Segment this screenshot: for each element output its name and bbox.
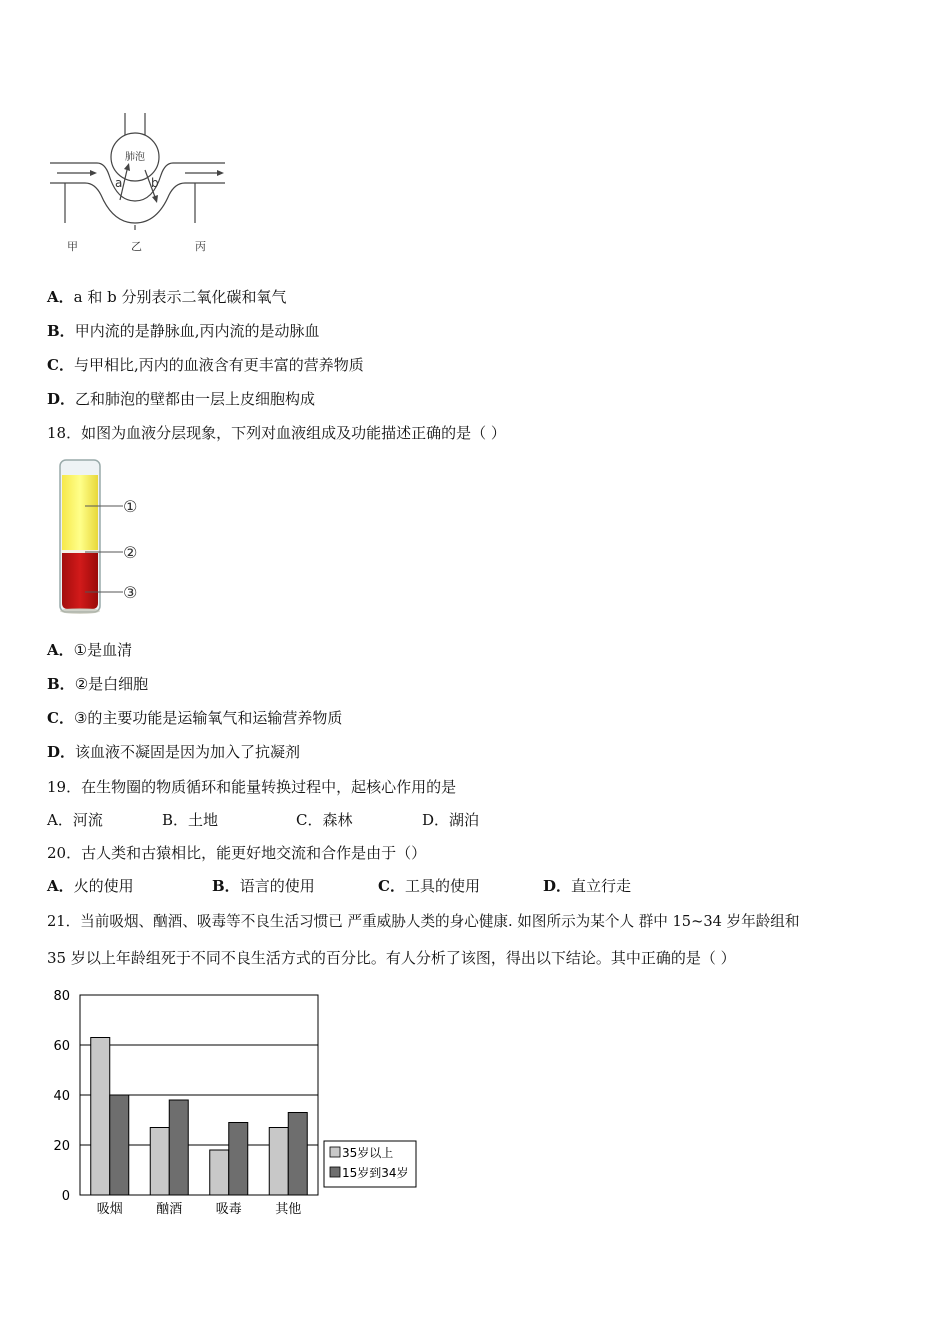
q20-stem: 20．古人类和古猿相比，能更好地交流和合作是由于（） bbox=[47, 844, 427, 862]
bar-吸烟-15岁到34岁 bbox=[110, 1095, 129, 1195]
q21-stem-line1: 21．当前吸烟、酗酒、吸毒等不良生活习惯已 严重威胁人类的身心健康. 如图所示为某个人 群中 15~34 岁年龄组和 bbox=[47, 913, 800, 930]
label-a: a bbox=[115, 176, 123, 190]
bar-其他-15岁到34岁 bbox=[288, 1113, 307, 1196]
label-alveolus: 肺泡 bbox=[125, 152, 145, 163]
q17-option-a: A．a 和 b 分别表示二氧化碳和氧气 bbox=[47, 288, 287, 306]
q20-option-a: A．火的使用 bbox=[47, 877, 134, 895]
bar-吸毒-15岁到34岁 bbox=[229, 1123, 248, 1196]
legend-swatch-15-34 bbox=[330, 1167, 340, 1177]
y-tick-label: 0 bbox=[61, 1189, 70, 1204]
label-b: b bbox=[151, 176, 159, 190]
tube-label-2: ② bbox=[123, 543, 138, 562]
q18-option-b: B．②是白细胞 bbox=[47, 675, 149, 693]
y-tick-label: 20 bbox=[53, 1139, 70, 1154]
label-yi: 乙 bbox=[131, 240, 142, 253]
q17-option-b: B．甲内流的是静脉血,丙内流的是动脉血 bbox=[47, 322, 320, 340]
y-tick-label: 40 bbox=[53, 1089, 70, 1104]
q18-option-c: C．③的主要功能是运输氧气和运输营养物质 bbox=[47, 709, 343, 727]
q20-option-b: B．语言的使用 bbox=[212, 877, 315, 895]
x-tick-label: 酗酒 bbox=[156, 1202, 183, 1217]
q18-stem: 18．如图为血液分层现象，下列对血液组成及功能描述正确的是（ ） bbox=[47, 424, 506, 442]
bar-酗酒-15岁到34岁 bbox=[169, 1100, 188, 1195]
bar-其他-35岁以上 bbox=[269, 1128, 288, 1196]
q19-option-a: A．河流 bbox=[47, 811, 103, 829]
x-tick-label: 吸毒 bbox=[215, 1202, 242, 1217]
label-jia: 甲 bbox=[67, 240, 78, 253]
q17-option-d: D．乙和肺泡的壁都由一层上皮细胞构成 bbox=[47, 390, 316, 408]
tube-plasma-layer bbox=[62, 475, 98, 550]
bar-chart bbox=[40, 985, 430, 1225]
blood-tube-figure bbox=[55, 455, 155, 620]
q19-option-d: D．湖泊 bbox=[422, 811, 480, 829]
q17-option-c: C．与甲相比,丙内的血液含有更丰富的营养物质 bbox=[47, 356, 364, 374]
q19-option-c: C．森林 bbox=[296, 811, 353, 829]
bar-吸毒-35岁以上 bbox=[210, 1150, 229, 1195]
x-tick-label: 吸烟 bbox=[96, 1202, 123, 1217]
y-tick-label: 60 bbox=[53, 1039, 70, 1054]
q21-stem-line2: 35 岁以上年龄组死于不同不良生活方式的百分比。有人分析了该图，得出以下结论。其中正确的是（ ） bbox=[47, 949, 736, 967]
tube-label-3: ③ bbox=[123, 583, 138, 602]
q20-option-c: C．工具的使用 bbox=[378, 877, 480, 895]
y-tick-label: 80 bbox=[53, 989, 70, 1004]
label-bing: 丙 bbox=[195, 240, 206, 253]
x-tick-label: 其他 bbox=[275, 1202, 302, 1217]
q18-option-a: A．①是血清 bbox=[47, 641, 133, 659]
bar-酗酒-35岁以上 bbox=[150, 1128, 169, 1196]
q20-option-d: D．直立行走 bbox=[543, 877, 632, 895]
tube-label-1: ① bbox=[123, 497, 138, 516]
q18-option-d: D．该血液不凝固是因为加入了抗凝剂 bbox=[47, 743, 301, 761]
legend-label-15-34: 15岁到34岁 bbox=[342, 1166, 409, 1180]
q19-option-b: B．土地 bbox=[162, 811, 219, 829]
alveolus-figure bbox=[45, 105, 235, 260]
bar-吸烟-35岁以上 bbox=[91, 1038, 110, 1196]
tube-rbc-layer bbox=[62, 553, 98, 609]
legend-label-35: 35岁以上 bbox=[342, 1146, 394, 1160]
q19-stem: 19．在生物圈的物质循环和能量转换过程中，起核心作用的是 bbox=[47, 778, 457, 796]
legend-swatch-35 bbox=[330, 1147, 340, 1157]
